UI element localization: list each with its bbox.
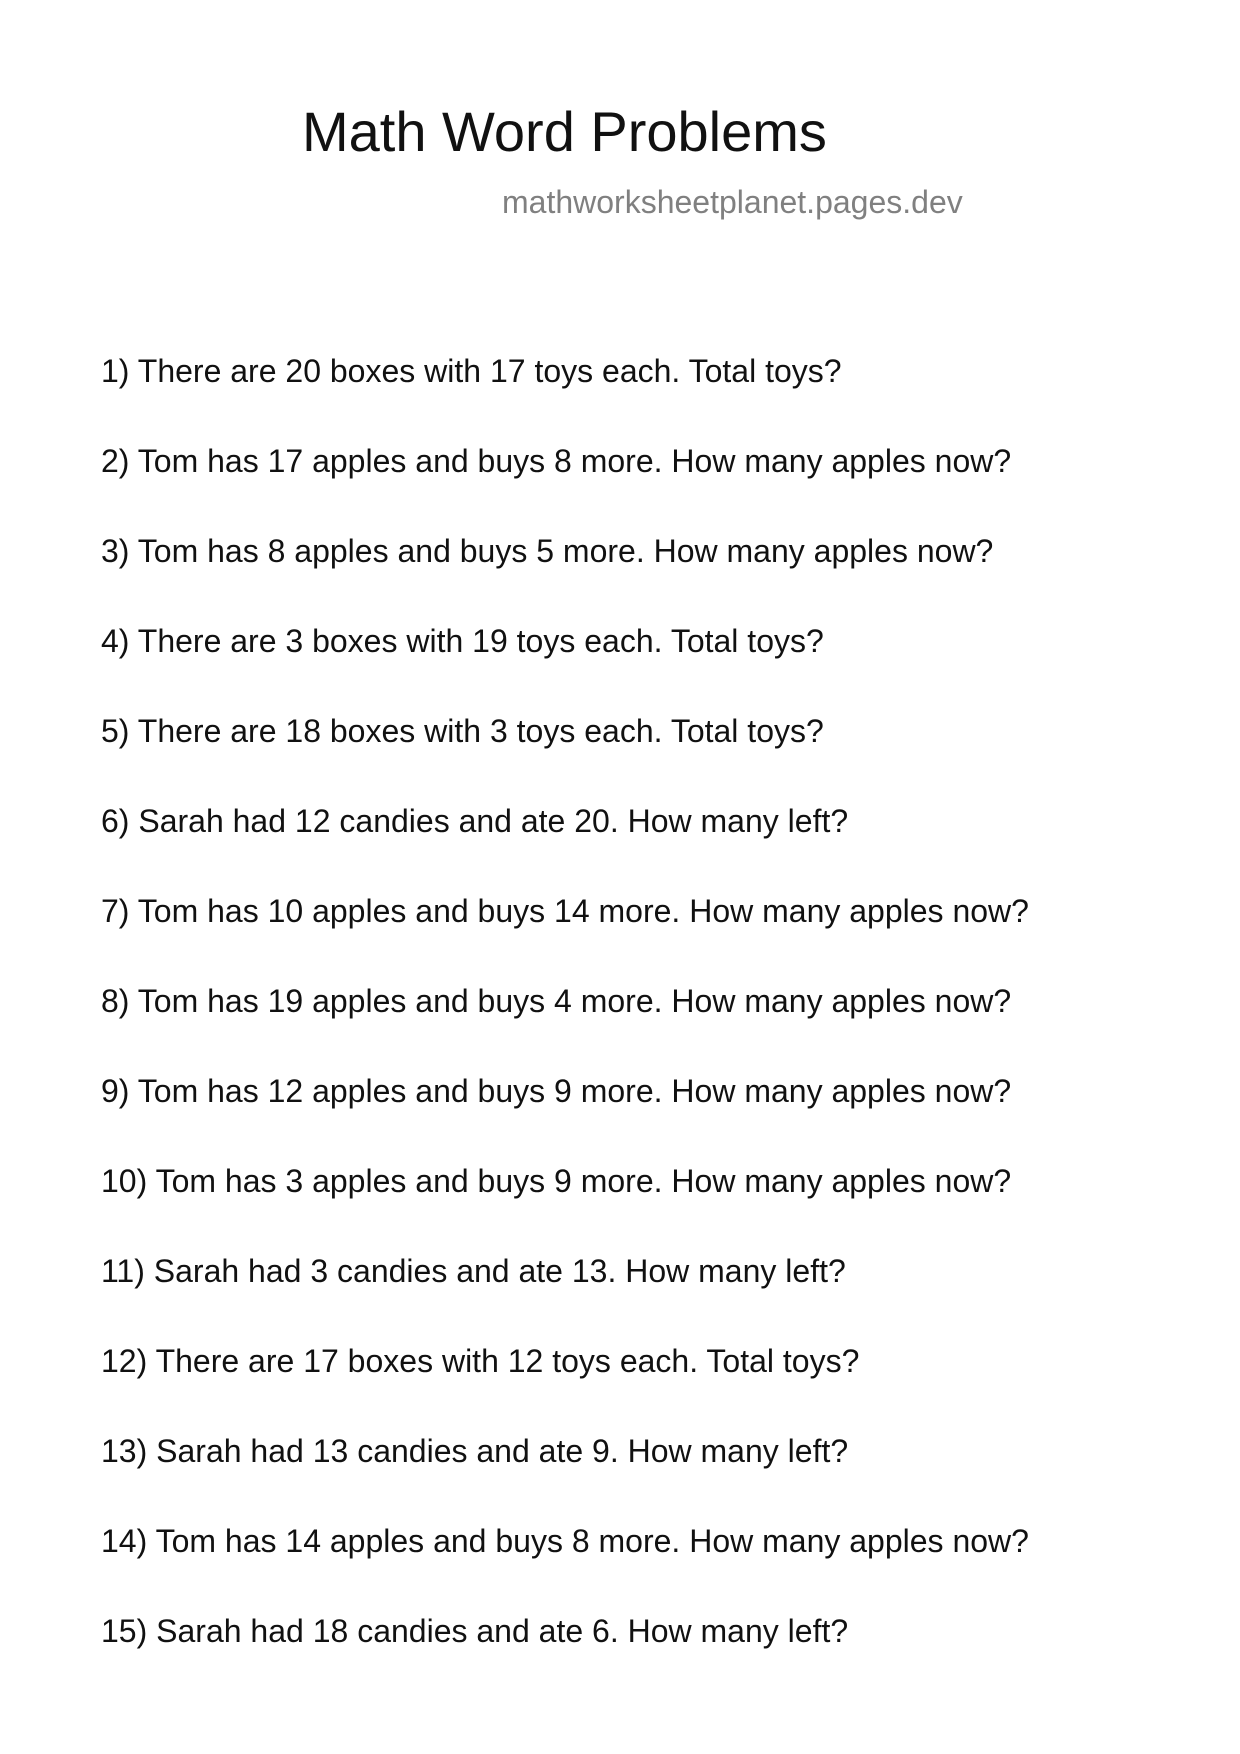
source-url: mathworksheetplanet.pages.dev [502, 184, 963, 220]
problem-14: 14) Tom has 14 apples and buys 8 more. How many apples now? [101, 1523, 1029, 1559]
problem-2: 2) Tom has 17 apples and buys 8 more. How many apples now? [101, 443, 1012, 479]
problem-9: 9) Tom has 12 apples and buys 9 more. How many apples now? [101, 1073, 1012, 1109]
problem-7: 7) Tom has 10 apples and buys 14 more. How many apples now? [101, 893, 1029, 929]
problem-5: 5) There are 18 boxes with 3 toys each. Total toys? [101, 713, 824, 749]
problem-10: 10) Tom has 3 apples and buys 9 more. How many apples now? [101, 1163, 1012, 1199]
problem-15: 15) Sarah had 18 candies and ate 6. How many left? [101, 1613, 849, 1649]
problem-6: 6) Sarah had 12 candies and ate 20. How many left? [101, 803, 849, 839]
problem-13: 13) Sarah had 13 candies and ate 9. How many left? [101, 1433, 849, 1469]
problem-3: 3) Tom has 8 apples and buys 5 more. How many apples now? [101, 533, 994, 569]
problem-12: 12) There are 17 boxes with 12 toys each. Total toys? [101, 1343, 860, 1379]
problem-11: 11) Sarah had 3 candies and ate 13. How many left? [101, 1253, 846, 1289]
problem-list [101, 352, 1029, 1702]
page-title: Math Word Problems [302, 100, 827, 163]
problem-8: 8) Tom has 19 apples and buys 4 more. How many apples now? [101, 983, 1012, 1019]
problem-1: 1) There are 20 boxes with 17 toys each. Total toys? [101, 353, 842, 389]
problem-4: 4) There are 3 boxes with 19 toys each. Total toys? [101, 623, 824, 659]
